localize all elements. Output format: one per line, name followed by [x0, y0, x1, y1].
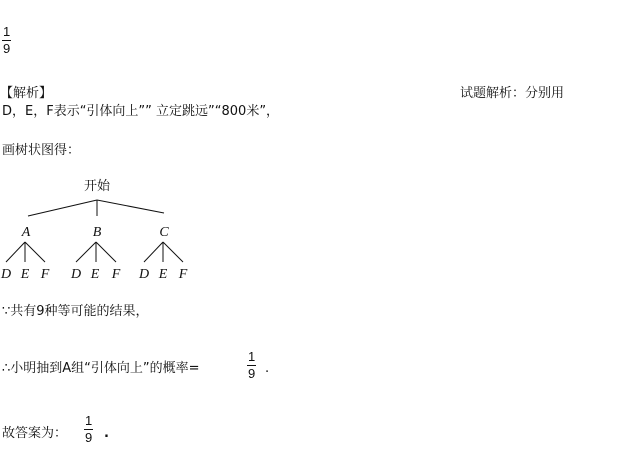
definition-line: D，E，F表示“引体向上”” 立定跳远”“800米”，: [2, 104, 280, 119]
because-line: ∵共有9种等可能的结果，: [2, 304, 149, 319]
final-denominator: 9: [85, 430, 93, 445]
tree-leaf-f: F: [111, 267, 121, 282]
answer-fraction: [2, 25, 11, 56]
therefore-denominator: 9: [248, 366, 256, 381]
tree-leaf-d: D: [0, 267, 12, 282]
therefore-period: .: [265, 361, 270, 376]
final-answer-label: 故答案为：: [2, 426, 68, 441]
tree-branch: [96, 242, 116, 262]
answer-denominator: 9: [3, 41, 11, 56]
therefore-line: [2, 361, 200, 377]
answer-numerator: 1: [3, 24, 11, 39]
tree-branch: [6, 242, 25, 262]
tree-branch: [76, 242, 96, 262]
tree-node-a: A: [21, 225, 31, 240]
tree-leaf-f: F: [40, 267, 50, 282]
final-numerator: 1: [85, 413, 93, 428]
tree-intro: 画树状图得：: [2, 143, 81, 158]
final-period: .: [104, 426, 109, 441]
tree-branch: [163, 242, 183, 262]
tree-leaf-d: D: [70, 267, 82, 282]
tree-node-b: B: [92, 225, 102, 240]
tree-leaf-e: E: [90, 267, 100, 282]
tree-leaf-d: D: [138, 267, 150, 282]
therefore-numerator: 1: [248, 349, 256, 364]
tree-root-label: 开始: [83, 179, 111, 194]
tree-leaf-f: F: [178, 267, 188, 282]
tree-branch: [28, 200, 97, 216]
tree-branch: [97, 200, 164, 213]
analysis-right-text: 试题解析：分别用: [460, 86, 565, 101]
tree-branch: [144, 242, 163, 262]
therefore-text: ∴小明抽到A组“引体向上”的概率=: [2, 361, 200, 376]
tree-leaf-e: E: [20, 267, 30, 282]
tree-node-c: C: [159, 225, 169, 240]
analysis-heading: 【解析】: [0, 86, 53, 101]
therefore-fraction: [247, 350, 256, 381]
tree-diagram: [0, 172, 200, 282]
tree-branch: [25, 242, 45, 262]
final-fraction: [84, 414, 93, 445]
tree-leaf-e: E: [158, 267, 168, 282]
